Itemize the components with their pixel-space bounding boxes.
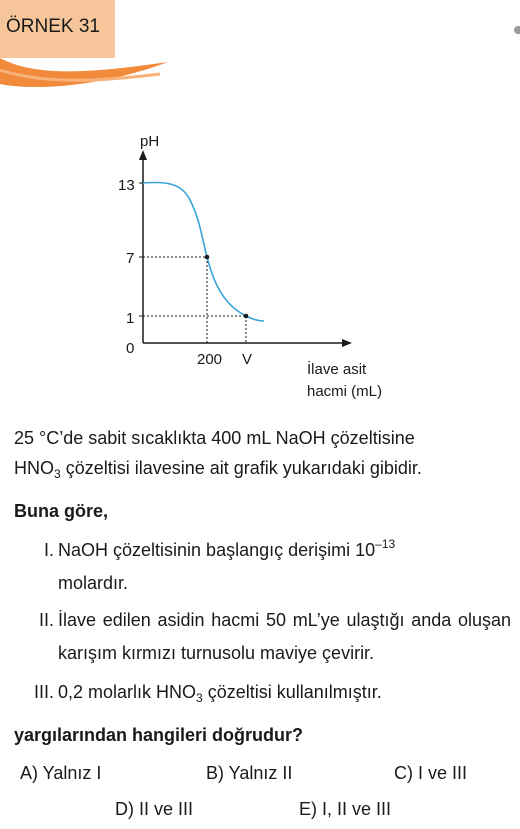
lead-text: Buna göre, xyxy=(14,501,109,521)
stem-rest: çözeltisi ilavesine ait grafik yukarıdaki gibidir. xyxy=(60,458,422,478)
x-tick-200: 200 xyxy=(197,351,223,368)
statement-text xyxy=(58,534,511,600)
statement-sup: –13 xyxy=(375,537,396,551)
statement-3 xyxy=(14,676,511,709)
statement-text-a: NaOH çözeltisinin başlangıç derişimi 10 xyxy=(58,540,376,560)
statement-1 xyxy=(14,534,511,600)
statement-text-b: çözeltisi kullanılmıştır. xyxy=(202,682,382,702)
statement-text xyxy=(58,676,511,709)
numeral: III. xyxy=(33,682,54,702)
option-e[interactable]: E) I, II ve III xyxy=(299,799,392,819)
y-axis-label: pH xyxy=(140,133,160,150)
stem-hno3: HNO xyxy=(14,458,54,478)
option-d[interactable]: D) II ve III xyxy=(115,799,194,819)
titration-chart xyxy=(0,0,520,400)
stem-sub: 3 xyxy=(54,467,61,481)
y-tick-1: 1 xyxy=(126,310,135,327)
statement-text: İlave edilen asidin hacmi 50 mL’ye ulaştığı anda oluşan karışım kırmızı turnusolu maviye çevirir. xyxy=(58,610,511,663)
option-a[interactable]: A) Yalnız I xyxy=(20,763,102,783)
point-equivalence xyxy=(205,255,210,260)
y-tick-0: 0 xyxy=(126,340,135,357)
statement-text-a: 0,2 molarlık HNO xyxy=(58,682,197,702)
x-axis-arrow xyxy=(342,339,352,347)
stem-line2 xyxy=(14,453,511,483)
y-tick-7: 7 xyxy=(126,250,135,267)
y-axis-arrow xyxy=(139,150,147,160)
y-tick-13: 13 xyxy=(118,177,135,194)
question-stem xyxy=(14,423,511,483)
x-axis-label-line2: hacmi (mL) xyxy=(307,383,383,400)
x-axis-label-line1: İlave asit xyxy=(307,361,367,378)
point-V xyxy=(244,314,249,319)
numeral: II. xyxy=(38,610,54,630)
statement-sub: 3 xyxy=(196,691,203,705)
stem-line1: 25 °C’de sabit sıcaklıkta 400 mL NaOH çözeltisine xyxy=(14,428,415,448)
option-c[interactable]: C) I ve III xyxy=(394,763,468,783)
statement-2 xyxy=(14,604,511,670)
option-b[interactable]: B) Yalnız II xyxy=(206,763,293,783)
example-label: ÖRNEK 31 xyxy=(6,16,100,37)
x-tick-V: V xyxy=(242,351,253,368)
titration-curve xyxy=(143,182,264,321)
question-prompt: yargılarından hangileri doğrudur? xyxy=(14,725,304,745)
numeral: I. xyxy=(43,540,54,560)
statement-text-b: molardır. xyxy=(58,573,129,593)
